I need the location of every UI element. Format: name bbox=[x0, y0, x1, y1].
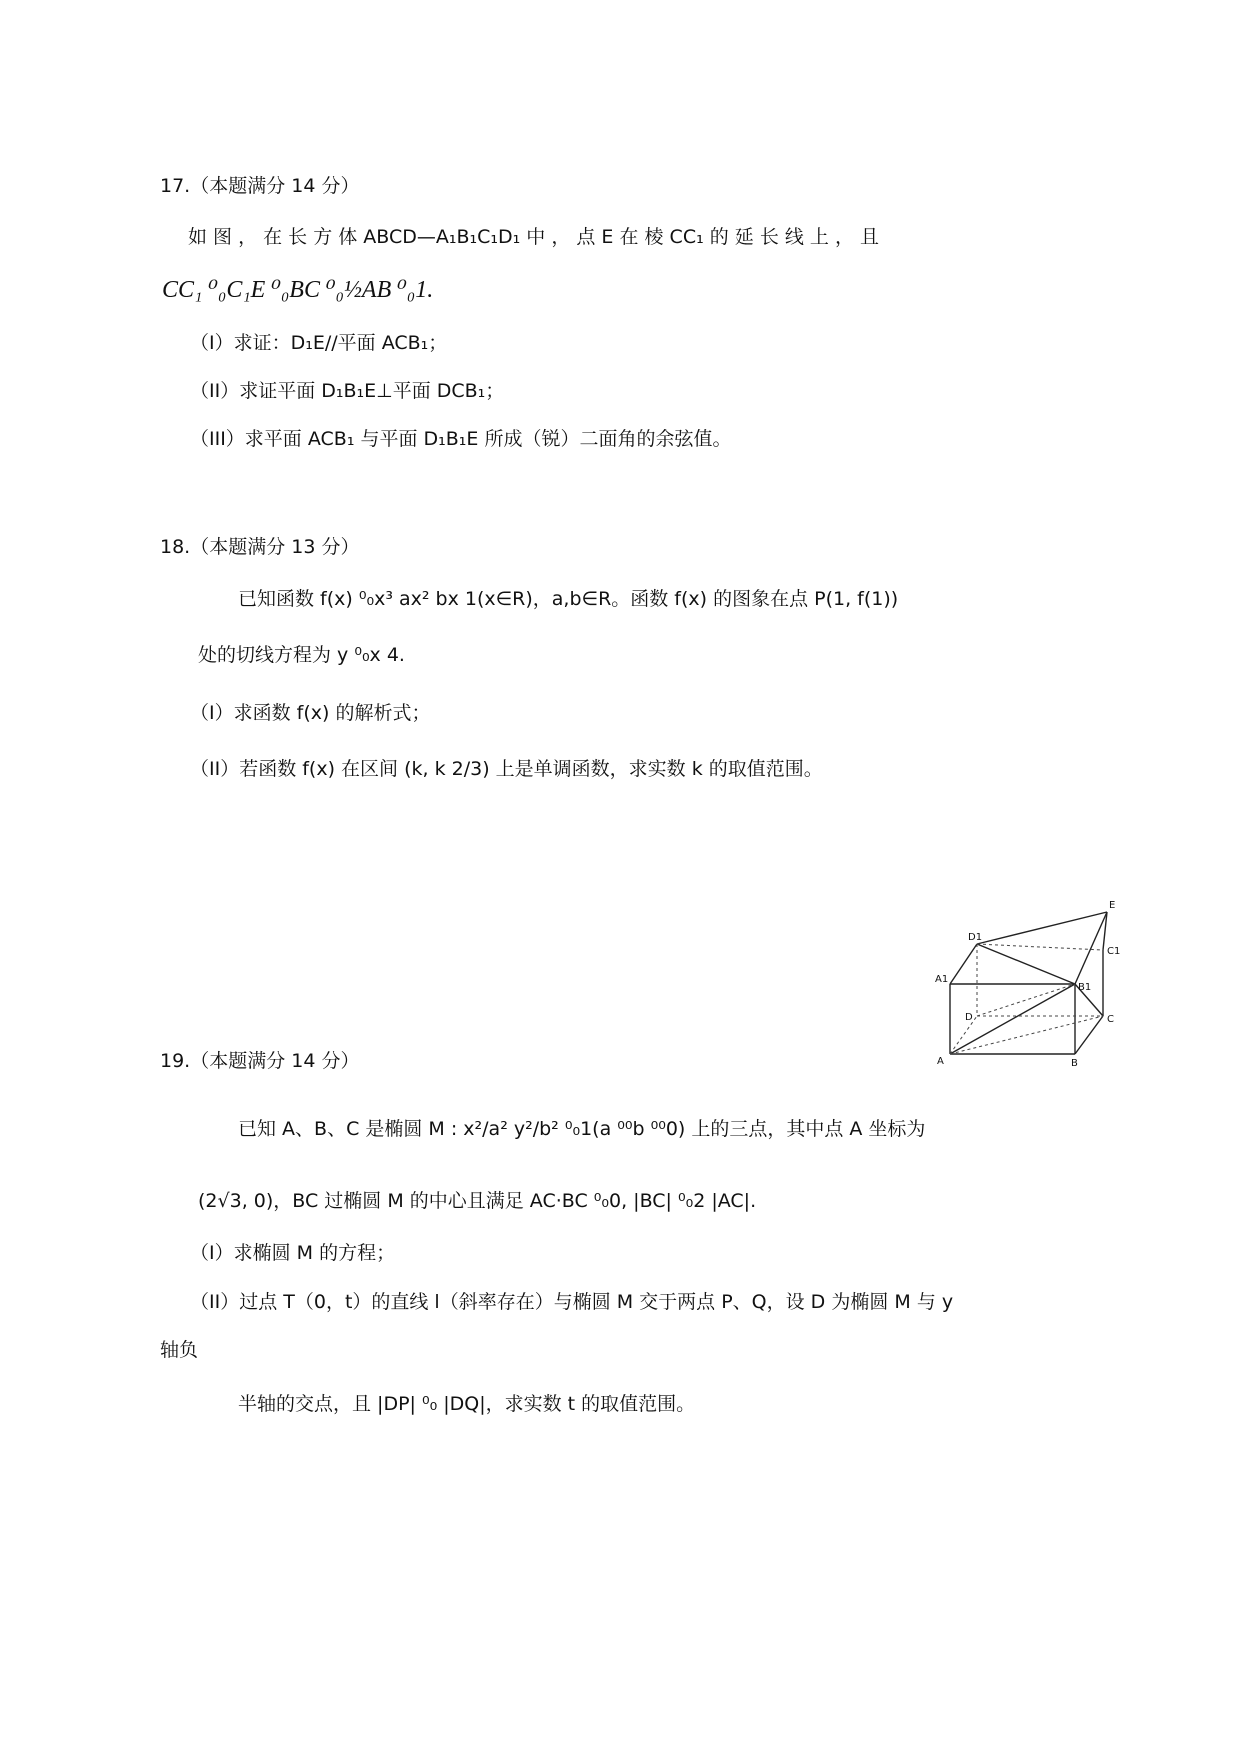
hidden-AD bbox=[950, 1016, 977, 1054]
label-E: E bbox=[1109, 900, 1116, 911]
hidden-D1C1 bbox=[977, 944, 1103, 950]
label-C: C bbox=[1107, 1014, 1114, 1025]
edge-D1E bbox=[977, 912, 1107, 944]
edge-D1B1 bbox=[977, 944, 1075, 984]
label-B: B bbox=[1071, 1058, 1078, 1069]
q19-part2-line1: （II）过点 T（0，t）的直线 l（斜率存在）与椭圆 M 交于两点 P、Q，设 D 为椭圆 M 与 y bbox=[190, 1291, 954, 1313]
q19-stem-line2: (2√3, 0)，BC 过椭圆 M 的中心且满足 AC·BC ⁰₀0, |BC| ⁰₀2 |AC|. bbox=[198, 1190, 757, 1212]
cuboid-figure bbox=[925, 894, 1135, 1104]
q17-part2: （II）求证平面 D₁B₁E⊥平面 DCB₁； bbox=[190, 380, 505, 402]
label-A: A bbox=[937, 1056, 944, 1067]
q18-stem-line2: 处的切线方程为 y ⁰₀x 4. bbox=[198, 644, 405, 666]
label-D1: D1 bbox=[968, 932, 983, 943]
q17-part3: （III）求平面 ACB₁ 与平面 D₁B₁E 所成（锐）二面角的余弦值。 bbox=[190, 428, 732, 450]
q19-header: 19.（本题满分 14 分） bbox=[160, 1050, 360, 1072]
label-A1: A1 bbox=[935, 974, 949, 985]
label-B1: B1 bbox=[1078, 982, 1092, 993]
q19-part2-line2: 轴负 bbox=[160, 1339, 199, 1361]
label-D: D bbox=[965, 1012, 973, 1023]
q19-part2-line3: 半轴的交点，且 |DP| ⁰₀ |DQ|，求实数 t 的取值范围。 bbox=[238, 1393, 696, 1415]
q17-stem-line1-text: 如 图 ， 在 长 方 体 ABCD—A₁B₁C₁D₁ 中 ， 点 E 在 棱 CC₁ 的 延 长 线 上 ， 且 bbox=[188, 226, 879, 248]
label-C1: C1 bbox=[1107, 946, 1121, 957]
q17-stem-line2: CC₁ ⁰₀C₁E ⁰₀BC ⁰₀½AB ⁰₀1. bbox=[162, 277, 434, 303]
q18-stem-line1: 已知函数 f(x) ⁰₀x³ ax² bx 1(x∈R)，a,b∈R。函数 f(x) 的图象在点 P(1, f(1)) bbox=[238, 588, 899, 610]
q18-part1: （I）求函数 f(x) 的解析式； bbox=[190, 702, 431, 724]
q18-part2: （II）若函数 f(x) 在区间 (k, k 2/3) 上是单调函数，求实数 k 的取值范围。 bbox=[190, 758, 823, 780]
edge-A1D1 bbox=[950, 944, 977, 984]
q18-header: 18.（本题满分 13 分） bbox=[160, 536, 360, 558]
q17-header: 17.（本题满分 14 分） bbox=[160, 175, 360, 197]
edge-B1E bbox=[1075, 912, 1107, 984]
q19-part1: （I）求椭圆 M 的方程； bbox=[190, 1242, 396, 1264]
q19-stem-line1: 已知 A、B、C 是椭圆 M : x²/a² y²/b² ⁰₀1(a ⁰⁰b ⁰⁰0) 上的三点，其中点 A 坐标为 bbox=[238, 1118, 926, 1140]
q17-part1: （I）求证：D₁E//平面 ACB₁； bbox=[190, 332, 448, 354]
